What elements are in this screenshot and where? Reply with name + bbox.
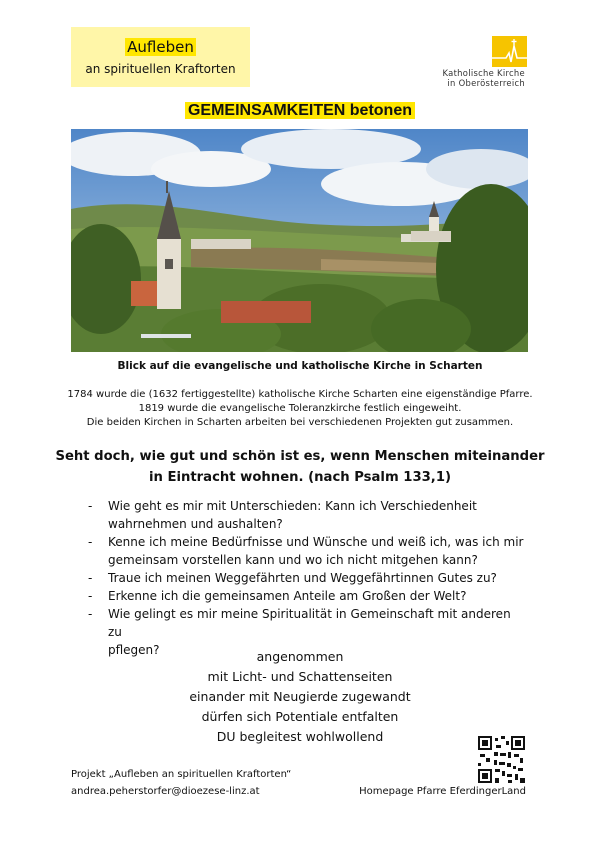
qr-code-icon[interactable]	[478, 736, 525, 783]
reflection-questions	[88, 497, 528, 659]
info-line-3: Die beiden Kirchen in Scharten arbeiten bei verschiedenen Projekten gut zusammen.	[86, 417, 514, 428]
closing-line-1: angenommen	[256, 649, 344, 664]
closing-line-4: dürfen sich Potentiale entfalten	[201, 709, 399, 724]
logo-text-line1: Katholische Kirche	[442, 68, 525, 78]
brand-title: Aufleben	[127, 38, 194, 56]
psalm-quote-line-1: Seht doch, wie gut und schön ist es, wenn Menschen miteinander	[55, 449, 545, 464]
list-item: - Wie gelingt es mir meine Spiritualität in Gemeinschaft mit anderen zu pflegen?	[88, 607, 511, 657]
closing-line-2: mit Licht- und Schattenseiten	[207, 669, 393, 684]
photo-caption: Blick auf die evangelische und katholische Kirche in Scharten	[117, 360, 483, 372]
closing-line-5: DU begleitest wohlwollend	[216, 729, 384, 744]
brand-subtitle: an spirituellen Kraftorten	[85, 62, 236, 76]
logo-text-line2: in Oberösterreich	[447, 78, 525, 88]
info-line-1: 1784 wurde die (1632 fertiggestellte) katholische Kirche Scharten eine eigenständige Pfarre.	[67, 389, 533, 400]
church-logo-icon	[492, 36, 527, 67]
list-item: - Wie geht es mir mit Unterschieden: Kann ich Verschiedenheit wahrnehmen und aushalten?	[88, 499, 477, 531]
list-item: - Kenne ich meine Bedürfnisse und Wünsche und weiß ich, was ich mir gemeinsam vorstellen kann und wo ich nicht mitgehen kann?	[88, 535, 524, 567]
closing-line-3: einander mit Neugierde zugewandt	[189, 689, 411, 704]
brand-box	[71, 27, 250, 87]
footer-email-link[interactable]: andrea.peherstorfer@dioezese-linz.at	[71, 786, 260, 797]
list-item: - Traue ich meinen Weggefährten und Weggefährtinnen Gutes zu?	[88, 571, 497, 585]
page-headline: GEMEINSAMKEITEN betonen	[0, 102, 600, 120]
landscape-photo	[71, 129, 528, 352]
footer-project: Projekt „Aufleben an spirituellen Kraftorten“	[71, 769, 292, 780]
list-item: - Erkenne ich die gemeinsamen Anteile am Großen der Welt?	[88, 589, 467, 603]
footer-homepage-link[interactable]: Homepage Pfarre EferdingerLand	[359, 786, 526, 797]
info-line-2: 1819 wurde die evangelische Toleranzkirche festlich eingeweiht.	[138, 403, 462, 414]
psalm-quote-line-2: in Eintracht wohnen. (nach Psalm 133,1)	[148, 470, 452, 485]
